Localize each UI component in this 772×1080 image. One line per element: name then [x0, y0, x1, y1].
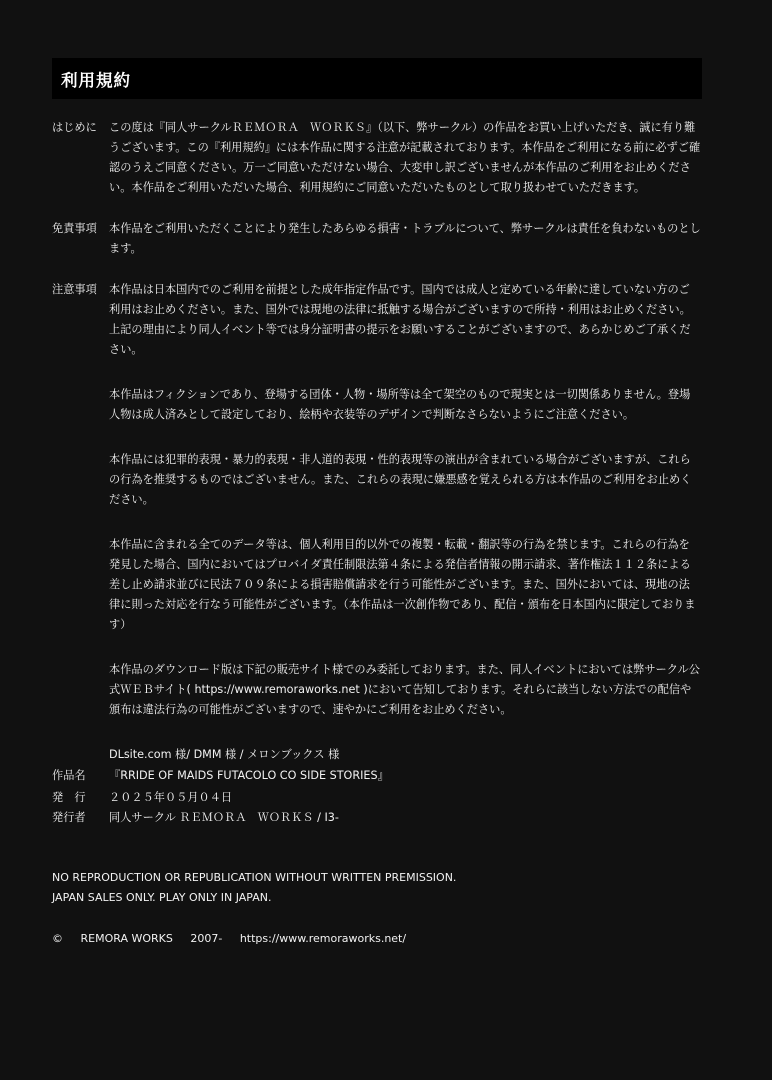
- title-bar: [52, 58, 702, 99]
- work-row: [52, 766, 389, 786]
- intro-label: はじめに: [52, 121, 97, 134]
- disclaimer-section: [52, 219, 702, 259]
- intro-section: [52, 118, 702, 198]
- publisher-value: 同人サークル ＲＥＭＯＲＡ ＷＯＲＫＳ / I3-: [109, 811, 339, 824]
- copyright-year: 2007-: [190, 932, 223, 945]
- publisher-row: [52, 808, 339, 828]
- notes-label: 注意事項: [52, 283, 97, 296]
- publisher-label: 発行者: [52, 811, 86, 824]
- notes-paragraph-copyright: 本作品に含まれる全てのデータ等は、個人利用目的以外での複製・転載・翻訳等の行為を禁じます。これらの行為を発見した場合、国内においてはプロバイダ責任制限法第４条による発信者情報の開示請求、著作権法１１２条による差し止め請求並びに民法７０９条による損害賠償請求を行う可能性がございます。また、国外においては、現地の法律に則った対応を行なう可能性がございます。（本作品は一次創作物であり、配信・頒布を日本国内に限定しております）: [109, 538, 696, 631]
- work-value: 『RRIDE OF MAIDS FUTACOLO CO SIDE STORIES』: [109, 769, 389, 782]
- work-label: 作品名: [52, 769, 86, 782]
- disclaimer-label: 免責事項: [52, 222, 97, 235]
- notes-paragraph-distribution: 本作品のダウンロード版は下記の販売サイト様でのみ委託しております。また、同人イベントにおいては弊サークル公式ＷＥＢサイト( https://www.remoraworks.net )において告知しております。それらに該当しない方法での配信や頒布は違法行為の可能性がございますので、速やかにご利用をお止めください。: [109, 663, 700, 716]
- copyright-symbol: ©: [52, 932, 63, 945]
- notes-paragraph-content: 本作品には犯罪的表現・暴力的表現・非人道的表現・性的表現等の演出が含まれている場合がございますが、これらの行為を推奨するものではございません。また、これらの表現に嫌悪感を覚えられる方は本作品のご利用をお止めください。: [109, 453, 692, 506]
- issue-value: ２０２５年０５月０４日: [109, 791, 233, 804]
- copyright-holder: REMORA WORKS: [80, 932, 173, 945]
- notes-paragraph-age: 本作品は日本国内でのご利用を前提とした成年指定作品です。国内では成人と定めている年齢に達していない方のご利用はお止めください。また、国外では現地の法律に抵触する場合がございますので所持・利用はお止めください。上記の理由により同人イベント等では身分証明書の提示をお願いすることがございますので、あらかじめご了承ください。: [109, 283, 691, 356]
- page-title: 利用規約: [61, 70, 131, 90]
- website-link[interactable]: https://www.remoraworks.net/: [239, 932, 407, 945]
- notes-stores: DLsite.com 様/ DMM 様 / メロンブックス 様: [109, 748, 340, 761]
- copyright-row: [52, 929, 420, 949]
- intro-text: この度は『同人サークルＲＥＭＯＲＡ ＷＯＲＫＳ』（以下、弊サークル）の作品をお買い上げいただき、誠に有り難うございます。この『利用規約』には本作品に関する注意が記載されております。本作品をご利用になる前に必ずご確認のうえご同意ください。万一ご同意いただけない場合、大変申し訳ございませんが本作品のご利用をお止めください。本作品をご利用いただいた場合、利用規約にご同意いただいたものとして取り扱わせていただきます。: [109, 121, 701, 194]
- issue-label: 発 行: [52, 791, 86, 804]
- japan-only-notice: JAPAN SALES ONLY. PLAY ONLY IN JAPAN.: [52, 891, 272, 904]
- disclaimer-text: 本作品をご利用いただくことにより発生したあらゆる損害・トラブルについて、弊サークルは責任を負わないものとします。: [109, 222, 701, 255]
- notes-paragraph-fiction: 本作品はフィクションであり、登場する団体・人物・場所等は全て架空のもので現実とは一切関係ありません。登場人物は成人済みとして設定しており、絵柄や衣装等のデザインで判断なさらないようにご注意ください。: [109, 388, 691, 421]
- notes-section: [52, 280, 702, 765]
- issue-row: [52, 788, 232, 808]
- no-reproduction-notice: NO REPRODUCTION OR REPUBLICATION WITHOUT WRITTEN PREMISSION.: [52, 871, 457, 884]
